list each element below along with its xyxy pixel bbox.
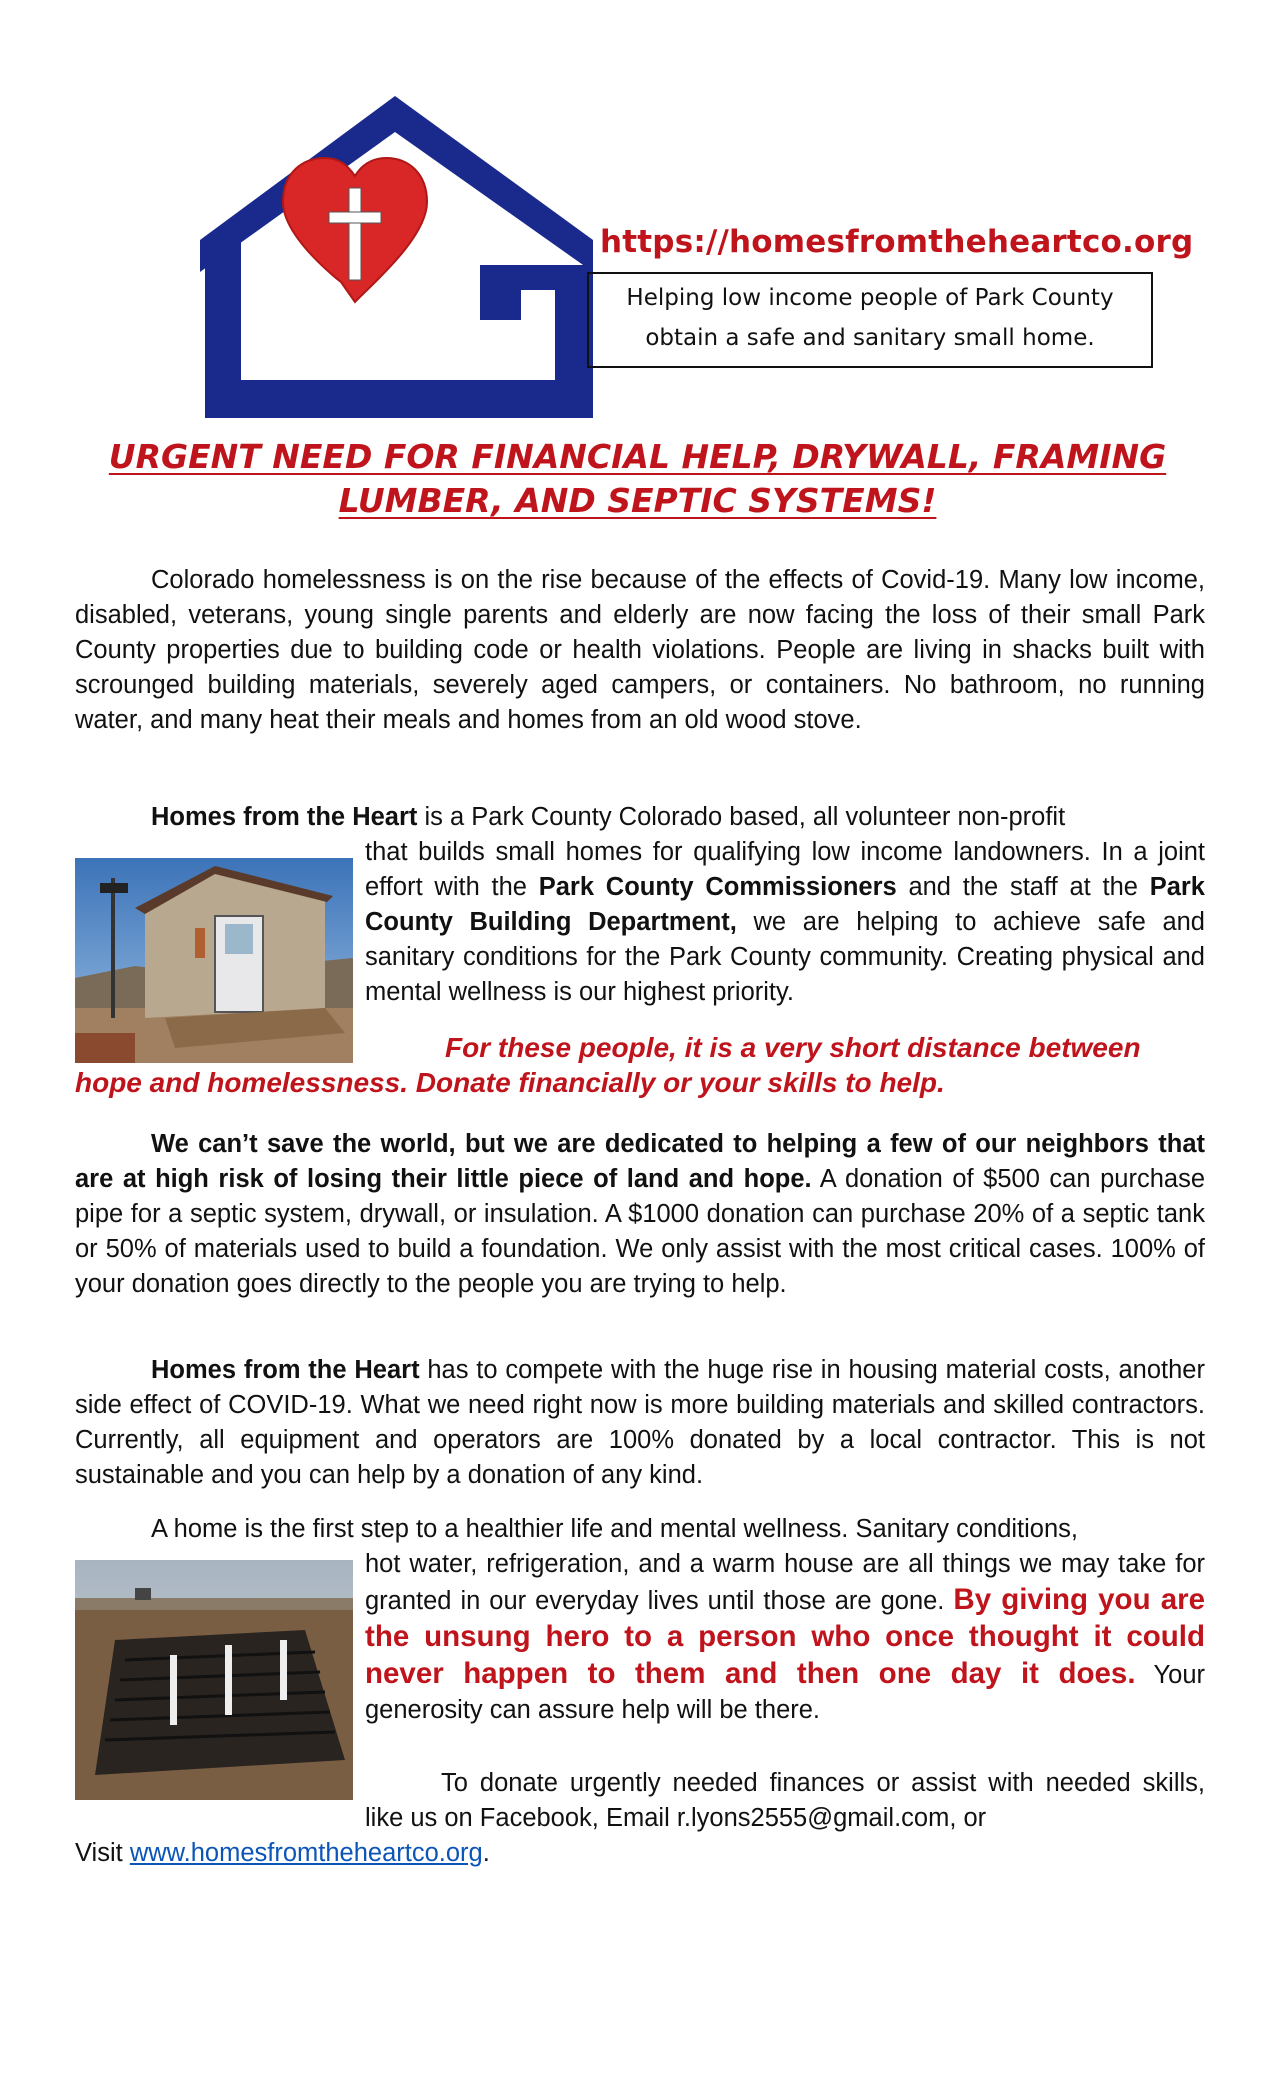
tagline-line-2: obtain a safe and sanitary small home. — [645, 325, 1095, 351]
paragraph-wellness-line1: A home is the first step to a healthier life and mental wellness. Sanitary conditions, — [151, 1515, 1078, 1543]
about-text-a: is a Park County Colorado based, all volunteer non-profit — [417, 803, 1066, 831]
about-text-c: and the staff at the — [896, 873, 1150, 901]
tagline-line-1: Helping low income people of Park County — [626, 285, 1114, 311]
headline-line-1: URGENT NEED FOR FINANCIAL HELP, DRYWALL, FRAMING — [108, 437, 1167, 476]
material-costs-text: has to compete with the huge rise in housing material costs, another side effect of COVID-19. What we need right now is more building materials and skilled contractors. Currently, all equipment and operators are 100% donated by a local contractor. This is not sustainable and you can help by a donation of any kind. — [75, 1356, 1205, 1489]
septic-system-photo — [75, 1560, 353, 1800]
callout-text — [75, 1030, 1205, 1100]
about-text-d: we are helping to achieve safe and sanitary conditions for the Park County community. Creating physical and mental wellness is our highest priority. — [365, 908, 1205, 1006]
paragraph-donation-impact — [75, 1127, 1205, 1302]
paragraph-about-line1 — [75, 800, 1205, 835]
wellness-text: hot water, refrigeration, and a warm house are all things we may take for granted in our everyday lives until those are gone. — [365, 1550, 1205, 1615]
donation-details: A donation of $500 can purchase pipe for a septic system, drywall, or insulation. A $1000 donation can purchase 20% of a septic tank or 50% of materials used to build a foundation. We only assist with the most critical cases. 100% of your donation goes directly to the people you are trying to help. — [75, 1165, 1206, 1298]
paragraph-material-costs — [75, 1353, 1205, 1493]
about-line2: that builds small homes for qualifying low income landowners. — [365, 838, 1091, 866]
unsung-hero-statement: By giving you are the unsung hero to a person who once thought it could never happen to them and then one day it does. — [365, 1583, 1205, 1690]
paragraph-wellness-wrapped — [365, 1547, 1205, 1728]
callout-line-1: For these people, it is a very short distance between — [445, 1032, 1141, 1063]
website-url[interactable]: https://homesfromtheheartco.org — [600, 224, 1194, 260]
website-link[interactable]: www.homesfromtheheartco.org — [129, 1839, 483, 1867]
visit-label: Visit — [75, 1839, 130, 1867]
urgent-headline — [75, 435, 1200, 523]
headline-line-2: LUMBER, AND SEPTIC SYSTEMS! — [338, 481, 937, 520]
visit-line — [75, 1836, 1205, 1871]
about-text-b: In a joint effort with the — [365, 838, 1206, 901]
callout-line-2: hope and homelessness. Donate financially or your skills to help. — [75, 1067, 945, 1098]
paragraph-contact: To donate urgently needed finances or assist with needed skills, like us on Facebook, Email r.lyons2555@gmail.com, or — [365, 1769, 1205, 1832]
wellness-end: Your generosity can assure help will be there. — [365, 1661, 1206, 1724]
paragraph-about-wrapped — [365, 835, 1205, 1010]
paragraph-homelessness: Colorado homelessness is on the rise because of the effects of Covid-19. Many low income, disabled, veterans, young single parents and elderly are now facing the loss of their small Park County properties due to building code or health violations. People are living in shacks built with scrounged building materials, severely aged campers, or containers. No bathroom, no running water, and many heat their meals and homes from an old wood stove. — [75, 566, 1205, 734]
house-heart-cross-logo — [195, 90, 600, 420]
org-name: Homes from the Heart — [151, 803, 418, 831]
visit-period: . — [482, 1839, 490, 1867]
park-county-commissioners: Park County Commissioners — [538, 873, 897, 901]
dedication-statement: We can’t save the world, but we are dedicated to helping a few of our neighbors that are at high risk of losing their little piece of land and hope. — [75, 1130, 1205, 1193]
park-county-building-department: Park County Building Department, — [365, 873, 1205, 936]
org-name-2: Homes from the Heart — [151, 1356, 420, 1384]
tagline-box — [587, 272, 1153, 368]
